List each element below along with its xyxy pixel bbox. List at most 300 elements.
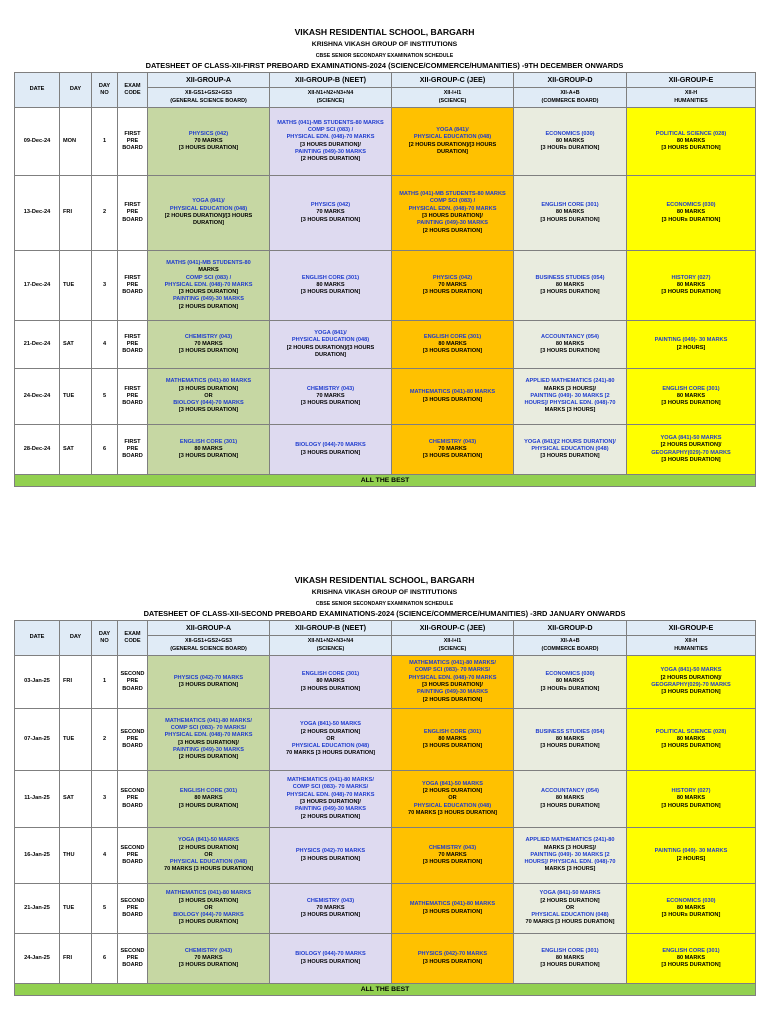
subject-cell	[270, 321, 392, 369]
exam-code-line: FIRST	[124, 333, 141, 340]
subject-cell	[627, 321, 756, 369]
schedule-table	[14, 72, 756, 487]
subject-line: [2 HOURS DURATION]	[178, 303, 239, 310]
exam-code	[118, 369, 148, 425]
exam-code-line: SECOND	[120, 947, 145, 954]
day-header	[60, 621, 92, 656]
group-header: XII-GROUP-A	[148, 621, 270, 636]
subject-cell	[148, 321, 270, 369]
subject-line: [2 HOURS DURATION]/	[660, 674, 722, 681]
day-header-label: DAY	[69, 634, 82, 641]
header-row	[15, 73, 756, 88]
subject-line: ENGLISH CORE (301)	[179, 788, 238, 795]
subject-cell	[627, 108, 756, 176]
subject-line: [3 HOURs DURATION]	[540, 145, 600, 152]
school-name: VIKASH RESIDENTIAL SCHOOL, BARGARH	[294, 575, 475, 585]
day-no-label: NO	[100, 90, 109, 96]
school-name: VIKASH RESIDENTIAL SCHOOL, BARGARH	[294, 27, 475, 37]
subject-line: [3 HOURS DURATION]	[178, 802, 239, 809]
exam-code	[118, 321, 148, 369]
subject-line: ENGLISH CORE (301)	[662, 385, 720, 392]
subject-line: YOGA (841)-50 MARKS	[660, 434, 722, 441]
exam-code-line: BOARD	[122, 348, 143, 355]
subject-line: COMP SCI (083) /	[307, 126, 354, 133]
exam-code-line: BOARD	[122, 802, 143, 809]
subject-cell	[392, 108, 514, 176]
subject-line: PHYSICS (042)-70 MARKS	[295, 848, 366, 855]
second-preboard-datesheet	[14, 574, 755, 996]
subject-line: [3 HOURS DURATION]	[178, 962, 239, 969]
group-classes: XII-A+B	[560, 90, 580, 96]
exam-day: MON	[60, 108, 92, 176]
exam-code-line: BOARD	[122, 859, 143, 866]
subject-cell	[270, 656, 392, 709]
group-board: HUMANITIES	[674, 645, 708, 652]
group-header: XII-GROUP-E	[627, 621, 756, 636]
subject-cell	[627, 251, 756, 321]
exam-code-line: PRE	[126, 735, 139, 742]
subject-line: [3 HOURS DURATION]	[178, 897, 239, 904]
subject-line: BIOLOGY (044)-70 MARKS	[295, 951, 366, 958]
subject-line: YOGA (841)-50 MARKS	[660, 667, 722, 674]
exam-code	[118, 176, 148, 251]
subject-line: [3 HOURS DURATION]	[661, 145, 721, 152]
exam-code	[118, 828, 148, 884]
exam-code-header	[118, 621, 148, 656]
exam-code-line: PRE	[126, 795, 139, 802]
exam-code-line: BOARD	[122, 145, 143, 152]
group-classes: XII-GS1+GS2+GS3	[184, 90, 233, 96]
subject-cell	[514, 321, 627, 369]
exam-day-number: 5	[92, 884, 118, 934]
subject-cell	[514, 828, 627, 884]
day-no-label: DAY	[98, 630, 111, 637]
group-header: XII-GROUP-D	[514, 621, 627, 636]
board-name: CBSE SENIOR SECONDARY EXAMINATION SCHEDULE	[315, 601, 454, 607]
exam-code-line: PRE	[126, 137, 139, 144]
subject-line: [3 HOURS DURATION]	[661, 743, 721, 750]
subject-line: [2 HOURS DURATION]	[178, 754, 239, 761]
subject-line: MATHEMATICS (041)-80 MARKS/	[287, 777, 374, 784]
subject-line: ENGLISH CORE (301)	[301, 671, 360, 678]
exam-code-line: FIRST	[124, 438, 141, 445]
subject-line: PHYSICS (042)-70 MARKS	[173, 674, 244, 681]
subject-line: BIOLOGY (044)-70 MARKS	[173, 400, 244, 407]
date-header-label: DATE	[29, 86, 45, 93]
footer-row	[15, 984, 756, 996]
subject-line: DURATION]	[193, 220, 224, 227]
subject-line: MATHEMATICS (041)-80 MARKS/	[165, 717, 252, 724]
subject-line: ENGLISH CORE (301)	[541, 947, 599, 954]
subject-cell	[148, 108, 270, 176]
subject-cell	[270, 934, 392, 984]
subject-line: CHEMISTRY (043)	[184, 333, 233, 340]
group-board: (SCIENCE)	[438, 645, 467, 652]
date-header-label: DATE	[29, 634, 45, 641]
day-no-header	[92, 73, 118, 108]
subject-line: [3 HOURS DURATION]	[540, 802, 600, 809]
exam-row	[15, 321, 756, 369]
subject-line: [3 HOURS DURATION]	[661, 456, 721, 463]
subject-line: BIOLOGY (044)-70 MARKS	[295, 442, 366, 449]
subject-line: [2 HOURS]	[676, 344, 706, 351]
subject-line: CHEMISTRY (043)	[306, 385, 355, 392]
exam-code-line: SECOND	[120, 788, 145, 795]
subject-line: ACCOUNTANCY (054)	[541, 333, 599, 340]
subject-line: [3 HOURS DURATION]	[540, 348, 600, 355]
subject-line: [3 HOURS DURATION]	[300, 400, 361, 407]
exam-day: TUE	[60, 884, 92, 934]
subject-cell	[514, 884, 627, 934]
exam-row	[15, 369, 756, 425]
subject-line: [2 HOURS]	[676, 855, 706, 862]
subject-line: 80 MARKS	[555, 954, 585, 961]
group-board: (SCIENCE)	[438, 97, 467, 104]
day-no-label: NO	[100, 638, 109, 644]
subject-line: 80 MARKS	[555, 678, 585, 685]
subject-line: PHYSICAL EDN. (048)-70 MARKS	[286, 791, 375, 798]
subject-cell	[270, 771, 392, 828]
subject-line: ENGLISH CORE (301)	[541, 202, 599, 209]
subject-line: PAINTING (049)-30 MARKS	[172, 296, 245, 303]
all-the-best-banner: ALL THE BEST	[15, 984, 756, 996]
subject-line: CHEMISTRY (043)	[428, 844, 477, 851]
subject-line: PAINTING (049)-30 MARKS	[172, 746, 245, 753]
subject-line: 80 MARKS	[316, 678, 345, 685]
subject-line: [3 HOURS DURATION]	[300, 855, 361, 862]
subject-line: CHEMISTRY (043)	[428, 438, 477, 445]
subject-line: [3 HOURS DURATION]	[178, 453, 239, 460]
subject-line: YOGA (841)/	[192, 198, 225, 205]
exam-date: 17-Dec-24	[15, 251, 60, 321]
subject-line: 70 MARKS [3 HOURS DURATION]	[163, 866, 254, 873]
group-header: XII-GROUP-B (NEET)	[270, 73, 392, 88]
subject-cell	[148, 369, 270, 425]
exam-code-label: EXAM	[124, 82, 141, 89]
subject-line: PHYSICS (042)-70 MARKS	[417, 951, 488, 958]
exam-row	[15, 108, 756, 176]
exam-day: SAT	[60, 425, 92, 475]
subject-cell	[627, 884, 756, 934]
exam-day: TUE	[60, 369, 92, 425]
exam-code-line: PRE	[126, 445, 139, 452]
subject-line: PHYSICAL EDUCATION (048)	[291, 743, 370, 750]
subject-line: HOURS]/ PHYSICAL EDN. (048)-70	[524, 400, 616, 407]
subject-line: PHYSICAL EDUCATION (048)	[169, 859, 248, 866]
exam-code-line: PRE	[126, 281, 139, 288]
subject-line: 70 MARKS	[194, 340, 223, 347]
subject-line: POLITICAL SCIENCE (028)	[655, 130, 727, 137]
subject-line: [3 HOURS DURATION]	[422, 396, 483, 403]
subject-cell	[627, 934, 756, 984]
exam-code-line: BOARD	[122, 400, 143, 407]
subject-line: COMP SCI (083) /	[185, 274, 232, 281]
subject-line: OR	[204, 904, 213, 911]
subject-cell	[392, 934, 514, 984]
day-no-header	[92, 621, 118, 656]
subject-line: PAINTING (049)- 30 MARKS [2	[530, 851, 610, 858]
subject-line: 70 MARKS [3 HOURS DURATION]	[285, 750, 376, 757]
group-board: HUMANITIES	[674, 97, 708, 104]
group-header: XII-GROUP-E	[627, 73, 756, 88]
group-classes: XII-I+I1	[443, 90, 462, 96]
subject-cell	[270, 176, 392, 251]
subject-line: OR	[565, 904, 575, 911]
datesheet-title: DATESHEET OF CLASS-XII-FIRST PREBOARD EXAMINATIONS-2024 (SCIENCE/COMMERCE/HUMANITIES) -9TH DECEMBER ONWARDS	[145, 61, 624, 70]
subject-cell	[270, 709, 392, 771]
subject-line: [2 HOURS DURATION]/[3 HOURS	[408, 141, 497, 148]
subject-line: PHYSICS (042)	[310, 202, 351, 209]
subject-line: 80 MARKS	[555, 137, 585, 144]
exam-code-line: BOARD	[122, 685, 143, 692]
subject-line: [3 HOURS DURATION]	[540, 453, 600, 460]
subject-line: HISTORY (027)	[671, 274, 711, 281]
subject-cell	[270, 884, 392, 934]
group-header: XII-GROUP-A	[148, 73, 270, 88]
subject-line: MARKS	[198, 267, 219, 274]
subject-line: [3 HOURS DURATION]/	[178, 739, 239, 746]
subject-line: MARKS [3 HOURS]	[544, 866, 596, 873]
exam-code-header	[118, 73, 148, 108]
subject-cell	[514, 934, 627, 984]
subject-line: MATHEMATICS (041)-80 MARKS/	[409, 660, 496, 667]
exam-row	[15, 176, 756, 251]
subject-line: [3 HOURS DURATION]	[300, 912, 361, 919]
exam-code	[118, 934, 148, 984]
subject-line: 70 MARKS	[438, 281, 467, 288]
subject-line: MATHS (041)-MB STUDENTS-80	[166, 259, 251, 266]
exam-date: 16-Jan-25	[15, 828, 60, 884]
subject-line: [3 HOURS DURATION]	[661, 962, 721, 969]
subject-cell	[270, 108, 392, 176]
group-header: XII-GROUP-C (JEE)	[392, 73, 514, 88]
subject-cell	[627, 771, 756, 828]
exam-row	[15, 771, 756, 828]
subject-line: ECONOMICS (030)	[666, 202, 716, 209]
subject-line: [3 HOURS DURATION]/	[422, 213, 483, 219]
group-subheader	[270, 88, 392, 108]
exam-date: 28-Dec-24	[15, 425, 60, 475]
subject-cell	[148, 934, 270, 984]
subject-line: [3 HOURS DURATION]	[178, 348, 239, 355]
subject-cell	[270, 425, 392, 475]
group-header: XII-GROUP-B (NEET)	[270, 621, 392, 636]
exam-day-number: 2	[92, 176, 118, 251]
subject-line: [3 HOURS DURATION]	[300, 449, 361, 456]
exam-code-line: PRE	[126, 851, 139, 858]
subject-line: 70 MARKS	[438, 851, 467, 858]
subject-line: ACCOUNTANCY (054)	[541, 788, 599, 795]
exam-date: 07-Jan-25	[15, 709, 60, 771]
subject-line: MATHEMATICS (041)-80 MARKS	[165, 890, 252, 897]
subject-line: [3 HOURS DURATION]/	[422, 682, 483, 688]
exam-code	[118, 425, 148, 475]
subject-cell	[392, 176, 514, 251]
subject-line: YOGA (841)-50 MARKS	[421, 780, 484, 787]
subject-line: POLITICAL SCIENCE (028)	[655, 728, 727, 735]
subject-cell	[270, 251, 392, 321]
exam-code	[118, 656, 148, 709]
subject-cell	[627, 656, 756, 709]
subject-line: COMP SCI (083)- 70 MARKS/	[170, 724, 247, 731]
exam-day: THU	[60, 828, 92, 884]
subject-line: [2 HOURS DURATION]	[300, 728, 361, 735]
exam-date: 24-Jan-25	[15, 934, 60, 984]
exam-date: 11-Jan-25	[15, 771, 60, 828]
subject-line: YOGA (841)-50 MARKS	[299, 721, 362, 728]
exam-day: FRI	[60, 176, 92, 251]
subject-line: [3 HOURS DURATION]	[178, 919, 239, 926]
exam-code-line: PRE	[126, 954, 139, 961]
subject-line: PAINTING (049)- 30 MARKS	[654, 337, 728, 344]
subject-line: 80 MARKS	[194, 445, 223, 452]
exam-date: 13-Dec-24	[15, 176, 60, 251]
exam-day-number: 4	[92, 828, 118, 884]
date-header	[15, 73, 60, 108]
exam-row	[15, 884, 756, 934]
exam-day-number: 3	[92, 771, 118, 828]
subject-cell	[514, 251, 627, 321]
group-header: XII-GROUP-C (JEE)	[392, 621, 514, 636]
subject-line: CHEMISTRY (043)	[306, 897, 355, 904]
subject-line: OR	[204, 851, 213, 858]
subject-cell	[148, 176, 270, 251]
subject-line: [3 HOURS DURATION]	[422, 453, 483, 460]
group-classes: XII-H	[684, 638, 698, 644]
exam-code	[118, 108, 148, 176]
subject-line: BIOLOGY (044)-70 MARKS	[173, 912, 244, 919]
subject-line: YOGA (841)[2 HOURS DURATION]/	[524, 438, 616, 445]
subject-cell	[392, 251, 514, 321]
subject-line: PAINTING (049)-30 MARKS	[294, 806, 367, 813]
exam-code-label: CODE	[124, 638, 141, 644]
exam-row	[15, 425, 756, 475]
exam-code-line: FIRST	[124, 202, 141, 209]
subject-line: [3 HOURS DURATION]	[300, 216, 361, 223]
subject-line: PAINTING (049)-30 MARKS	[294, 148, 367, 155]
subject-line: GEOGRAPHY(029)-70 MARKS	[651, 682, 731, 688]
subject-line: [3 HOURS DURATION]	[540, 289, 600, 296]
exam-day: TUE	[60, 251, 92, 321]
subject-line: PHYSICAL EDN. (048)-70 MARKS	[164, 732, 253, 739]
subject-line: [2 HOURS DURATION]/[3 HOURS	[286, 344, 375, 351]
subject-cell	[514, 108, 627, 176]
subject-line: [3 HOURS DURATION]	[422, 743, 483, 750]
subject-cell	[514, 771, 627, 828]
exam-code-line: BOARD	[122, 289, 143, 296]
subject-line: GEOGRAPHY(029)-70 MARKS	[651, 449, 731, 456]
footer-row	[15, 475, 756, 487]
subject-line: [2 HOURS DURATION]	[178, 844, 239, 851]
subject-line: 80 MARKS	[676, 137, 706, 144]
subject-line: [3 HOURS DURATION]	[178, 289, 239, 296]
subject-cell	[627, 425, 756, 475]
exam-code-line: SECOND	[120, 671, 145, 678]
subject-line: 80 MARKS	[676, 795, 706, 802]
exam-day: TUE	[60, 709, 92, 771]
subject-line: COMP SCI (083) /	[429, 198, 476, 205]
group-subheader	[627, 88, 756, 108]
subject-line: MARKS [3 HOURS]/	[543, 385, 597, 392]
subject-cell	[148, 425, 270, 475]
subject-line: APPLIED MATHEMATICS (241)-80	[525, 378, 615, 385]
subject-line: PHYSICAL EDUCATION (048)	[169, 205, 248, 212]
exam-day-number: 6	[92, 934, 118, 984]
exam-row	[15, 934, 756, 984]
group-classes: XII-GS1+GS2+GS3	[184, 638, 233, 644]
subject-line: ENGLISH CORE (301)	[301, 274, 360, 281]
subject-line: [3 HOURS DURATION]	[422, 958, 483, 965]
exam-date: 21-Dec-24	[15, 321, 60, 369]
group-subheader	[148, 636, 270, 656]
exam-code-label: EXAM	[124, 630, 141, 637]
subject-line: PHYSICAL EDUCATION (048)	[413, 134, 492, 141]
exam-code-line: FIRST	[124, 274, 141, 281]
subject-line: [3 HOURS DURATION]	[540, 216, 600, 223]
exam-row	[15, 709, 756, 771]
subject-line: 80 MARKS	[676, 904, 706, 911]
subject-cell	[627, 828, 756, 884]
subject-line: APPLIED MATHEMATICS (241)-80	[525, 837, 615, 844]
subject-line: [3 HOURS DURATION]/	[300, 799, 361, 805]
exam-code-line: BOARD	[122, 453, 143, 460]
subject-line: [3 HOURS DURATION]	[178, 145, 239, 152]
subject-line: 80 MARKS	[676, 392, 706, 399]
exam-code-line: BOARD	[122, 743, 143, 750]
subject-line: 80 MARKS	[555, 340, 585, 347]
subject-cell	[148, 771, 270, 828]
exam-code-line: SECOND	[120, 897, 145, 904]
subject-line: [2 HOURS DURATION]/	[660, 442, 722, 449]
exam-code-line: BOARD	[122, 216, 143, 223]
subject-line: PAINTING (049)- 30 MARKS	[654, 848, 728, 855]
group-subheader	[514, 88, 627, 108]
day-header	[60, 73, 92, 108]
group-subheader	[392, 636, 514, 656]
subject-cell	[392, 771, 514, 828]
exam-code-line: FIRST	[124, 385, 141, 392]
group-board: (GENERAL SCIENCE BOARD)	[170, 645, 247, 652]
subject-cell	[148, 709, 270, 771]
subject-line: ENGLISH CORE (301)	[423, 333, 482, 340]
exam-day-number: 4	[92, 321, 118, 369]
subject-line: MATHS (041)-MB STUDENTS-80 MARKS	[277, 119, 384, 126]
group-name: KRISHNA VIKASH GROUP OF INSTITUTIONS	[311, 41, 458, 48]
exam-code-line: PRE	[126, 678, 139, 685]
subject-line: 70 MARKS	[194, 954, 223, 961]
subject-line: 80 MARKS	[555, 735, 585, 742]
subject-line: PHYSICAL EDN. (048)-70 MARKS	[286, 134, 375, 141]
subject-line: [3 HOURS DURATION]	[661, 802, 721, 809]
subject-line: 70 MARKS	[438, 445, 467, 452]
exam-code-line: PRE	[126, 209, 139, 216]
subject-line: MARKS [3 HOURS]/	[543, 844, 597, 851]
subject-line: [3 HOURS DURATION]	[300, 289, 361, 296]
subject-line: 80 MARKS	[555, 795, 585, 802]
subject-cell	[514, 425, 627, 475]
subject-line: PAINTING (049)- 30 MARKS [2	[530, 392, 610, 399]
subject-line: OR	[448, 795, 457, 802]
subject-line: ECONOMICS (030)	[666, 897, 716, 904]
exam-code-line: SECOND	[120, 844, 145, 851]
subject-line: PAINTING (049)-30 MARKS	[416, 220, 489, 227]
subject-line: PHYSICAL EDUCATION (048)	[413, 802, 492, 809]
exam-row	[15, 251, 756, 321]
subject-cell	[627, 709, 756, 771]
subject-line: 70 MARKS	[316, 904, 345, 911]
subject-line: [3 HOURS DURATION]	[422, 908, 483, 915]
subject-line: [3 HOURS DURATION]	[661, 689, 721, 696]
